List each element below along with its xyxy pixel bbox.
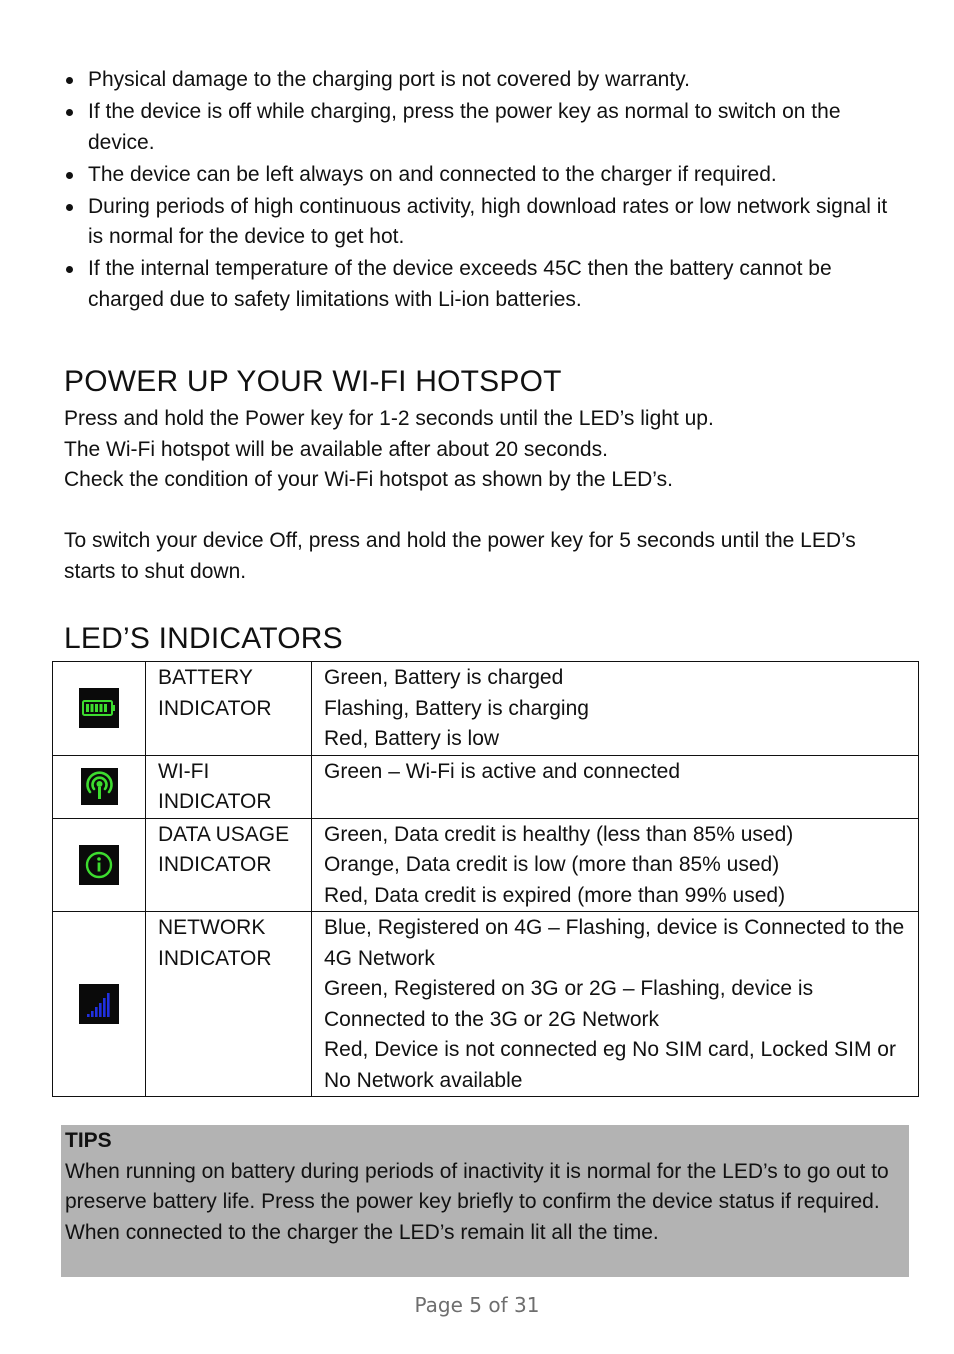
table-row	[53, 818, 919, 912]
power-up-line: Check the condition of your Wi-Fi hotspot as shown by the LED’s.	[64, 468, 673, 491]
bullet-dot-icon	[66, 109, 73, 116]
indicator-description: Green, Battery is charged Flashing, Battery is charging Red, Battery is low	[312, 662, 919, 756]
bullet-item: During periods of high continuous activity, high download rates or low network signal it is normal for the device to get hot.	[64, 192, 904, 253]
power-up-heading: POWER UP YOUR WI-FI HOTSPOT	[64, 365, 562, 398]
battery-icon	[79, 688, 119, 728]
wifi-icon	[81, 768, 118, 805]
tips-box	[61, 1125, 909, 1277]
info-icon	[79, 845, 119, 885]
indicator-description: Green – Wi-Fi is active and connected	[312, 755, 919, 818]
table-row	[53, 755, 919, 818]
indicator-name: NETWORK INDICATOR	[146, 912, 312, 1097]
signal-bars-icon	[79, 984, 119, 1024]
switch-off-instructions: To switch your device Off, press and hold the power key for 5 seconds until the LED’s starts to shut down.	[64, 529, 862, 583]
bullet-item: If the device is off while charging, press the power key as normal to switch on the device.	[64, 97, 904, 158]
table-row	[53, 662, 919, 756]
tips-line: When running on battery during periods of inactivity it is normal for the LED’s to go out to preserve battery life. Press the power key briefly to confirm the device status if required.	[65, 1159, 889, 1213]
table-row	[53, 912, 919, 1097]
power-up-line: Press and hold the Power key for 1-2 seconds until the LED’s light up.	[64, 407, 714, 430]
bullet-dot-icon	[66, 172, 73, 179]
bullet-dot-icon	[66, 77, 73, 84]
bullet-item: The device can be left always on and connected to the charger if required.	[64, 160, 904, 191]
indicator-name: DATA USAGE INDICATOR	[146, 818, 312, 912]
power-up-instructions	[64, 404, 904, 496]
bullet-item: Physical damage to the charging port is not covered by warranty.	[64, 65, 904, 96]
bullet-item: If the internal temperature of the device exceeds 45C then the battery cannot be charged due to safety limitations with Li-ion batteries.	[64, 254, 904, 315]
indicator-name: WI-FI INDICATOR	[146, 755, 312, 818]
bullet-dot-icon	[66, 266, 73, 273]
tips-title: TIPS	[65, 1129, 112, 1152]
indicator-name: BATTERY INDICATOR	[146, 662, 312, 756]
warranty-bullet-list	[64, 65, 904, 317]
tips-line: When connected to the charger the LED’s remain lit all the time.	[65, 1220, 659, 1244]
led-indicator-table	[52, 661, 919, 1097]
page-number: Page 5 of 31	[414, 1293, 540, 1317]
indicator-description: Blue, Registered on 4G – Flashing, device is Connected to the 4G Network Green, Registered on 3G or 2G – Flashing, device is Connected to the 3G or 2G Network Red, Device is not connected eg No SIM card, Locked SIM or No Network available	[312, 912, 919, 1097]
power-up-line: The Wi-Fi hotspot will be available after about 20 seconds.	[64, 437, 608, 461]
bullet-dot-icon	[66, 204, 73, 211]
indicator-description: Green, Data credit is healthy (less than 85% used) Orange, Data credit is low (more than 85% used) Red, Data credit is expired (more than 99% used)	[312, 818, 919, 912]
led-indicators-heading: LED’S INDICATORS	[64, 622, 343, 655]
